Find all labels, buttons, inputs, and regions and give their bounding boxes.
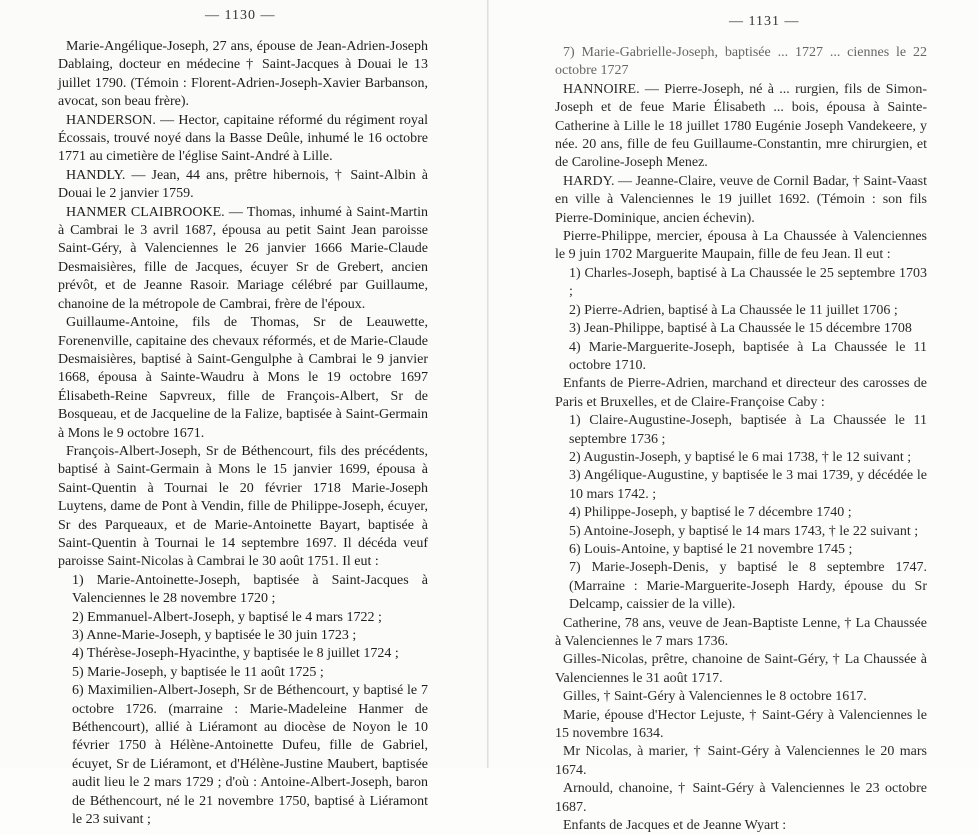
paragraph: HANNOIRE. — Pierre-Joseph, né à ... rurgien, fils de Simon-Joseph et de feue Marie Élisabeth ... bois, épousa à Sainte-Catherine à Lille le 18 juillet 1780 Eugénie Joseph Vandekeere, y née. 20 ans, fille de feu Guillaume-Constantin, mre chirurgien, et de Caroline-Joseph Menez. bbox=[555, 81, 927, 171]
list-item: 5) Marie-Joseph, y baptisée le 11 août 1725 ; bbox=[72, 664, 324, 680]
paragraph: Marie-Angélique-Joseph, 27 ans, épouse de Jean-Adrien-Joseph Dablaing, docteur en médecine † Saint-Jacques à Douai le 13 juillet 1790. (Témoin : Florent-Adrien-Joseph-Xavier Barbanson, avocat, son beau frère). bbox=[58, 39, 428, 110]
paragraph: HANDLY. — Jean, 44 ans, prêtre hibernois, † Saint-Albin à Douai le 2 janvier 1759. bbox=[58, 167, 428, 202]
list-item: 6) Louis-Antoine, y baptisé le 21 novembre 1745 ; bbox=[569, 541, 853, 557]
paragraph: Pierre-Philippe, mercier, épousa à La Chaussée à Valenciennes le 9 juin 1702 Marguerite Maupain, fille de feu Jean. Il eut : bbox=[555, 229, 927, 263]
list-item: 7) Marie-Joseph-Denis, y baptisé le 8 septembre 1747. (Marraine : Marie-Marguerite-Joseph Hardy, épouse du Sr Delcamp, caissier de la ville). bbox=[569, 560, 927, 613]
list-item: 6) Maximilien-Albert-Joseph, Sr de Béthencourt, y baptisé le 7 octobre 1726. (marraine : Marie-Madeleine Hanmer de Béthencourt), allié à Liéramont au diocèse de Noyon le 10 février 1750 à Hélène-Antoinette Dufeu, fille de Gabriel, écuyet, Sr de Liéramont, et d'Hélène-Justine Maubert, baptisée audit lieu le 2 mars 1729 ; d'où : Antoine-Albert-Joseph, baron de Béthencourt, né le 21 novembre 1750, baptisé à Liéramont le 23 suivant ; bbox=[72, 683, 428, 828]
paragraph: Catherine, 78 ans, veuve de Jean-Baptiste Lenne, † La Chaussée à Valenciennes le 7 mars 1736. bbox=[555, 615, 927, 649]
right-page bbox=[489, 0, 979, 834]
list-item: 1) Marie-Antoinette-Joseph, baptisée à Saint-Jacques à Valenciennes le 28 novembre 1720 ; bbox=[72, 572, 428, 607]
paragraph: Gilles-Nicolas, prêtre, chanoine de Saint-Géry, † La Chaussée à Valenciennes le 31 août 1717. bbox=[555, 652, 927, 686]
list-item: 2) Augustin-Joseph, y baptisé le 6 mai 1738, † le 12 suivant ; bbox=[569, 449, 912, 465]
page-number-left: — 1130 — bbox=[205, 8, 276, 23]
paragraph: Enfants de Jacques et de Jeanne Wyart : bbox=[563, 818, 787, 834]
list-item: 1) Claire-Augustine-Joseph, baptisée à La Chaussée le 11 septembre 1736 ; bbox=[569, 413, 927, 447]
paragraph: Marie, épouse d'Hector Lejuste, † Saint-Géry à Valenciennes le 15 novembre 1634. bbox=[555, 707, 927, 742]
list-item: 3) Angélique-Augustine, y baptisée le 3 mai 1739, y décédée le 10 mars 1742. ; bbox=[569, 468, 927, 502]
list-item: 2) Emmanuel-Albert-Joseph, y baptisé le 4 mars 1722 ; bbox=[72, 609, 382, 625]
list-item: 4) Philippe-Joseph, y baptisé le 7 décembre 1740 ; bbox=[569, 505, 852, 521]
paragraph: Gilles, † Saint-Géry à Valenciennes le 8 octobre 1617. bbox=[563, 689, 867, 705]
paragraph: HANMER CLAIBROOKE. — Thomas, inhumé à Saint-Martin à Cambrai le 3 avril 1687, épousa au petit Saint Jean paroisse Saint-Géry, à Valenciennes le 26 janvier 1666 Marie-Claude Desmaisières, fille de Jacques, écuyer Sr de Grebert, ancien prévôt, et de Jeanne Rasoir. Mariage célébré par Guillaume, chanoine de la métropole de Cambrai, frère de l'époux. bbox=[58, 204, 428, 312]
list-item: 3) Jean-Philippe, baptisé à La Chaussée le 15 décembre 1708 bbox=[569, 321, 912, 337]
list-item: 4) Thérèse-Joseph-Hyacinthe, y baptisée le 8 juillet 1724 ; bbox=[72, 646, 399, 662]
list-item: 4) Marie-Marguerite-Joseph, baptisée à La Chaussée le 11 octobre 1710. bbox=[569, 339, 927, 373]
paragraph: Guillaume-Antoine, fils de Thomas, Sr de Leauwette, Forenenville, capitaine des chevaux réformés, et de Marie-Claude Desmaisières, baptisé à Saint-Gengulphe à Cambrai le 9 janvier 1668, épousa à Sainte-Waudru à Mons le 19 octobre 1697 Élisabeth-Reine Sapvreux, fille de François-Albert, Sr de Bosqueau, et de Jacqueline de la Falize, baptisée à Saint-Germain à Mons le 9 octobre 1671. bbox=[58, 315, 428, 441]
list-item: 1) Charles-Joseph, baptisé à La Chaussée le 25 septembre 1703 ; bbox=[569, 265, 927, 300]
paragraph: François-Albert-Joseph, Sr de Béthencourt, fils des précédents, baptisé à Saint-Germain à Mons le 15 janvier 1699, épousa à Saint-Quentin à Tournai le 20 février 1718 Marie-Joseph Luytens, dame de Pont à Vendin, fille de Philippe-Joseph, écuyer, Sr des Parqueaux, et de Marie-Antoinette Bayart, baptisée à Saint-Quentin à Tournai le 14 septembre 1697. Il décéda veuf paroisse Saint-Nicolas à Cambrai le 30 août 1751. Il eut : bbox=[58, 443, 428, 570]
list-item: 5) Antoine-Joseph, y baptisé le 14 mars 1743, † le 22 suivant ; bbox=[569, 523, 919, 539]
paragraph: Mr Nicolas, à marier, † Saint-Géry à Valenciennes le 20 mars 1674. bbox=[555, 744, 927, 778]
list-item: 3) Anne-Marie-Joseph, y baptisée le 30 juin 1723 ; bbox=[72, 628, 357, 643]
left-page-text bbox=[58, 38, 428, 829]
paragraph: Arnould, chanoine, † Saint-Géry à Valenciennes le 23 octobre 1687. bbox=[555, 781, 927, 815]
paragraph: HANDERSON. — Hector, capitaine réformé du régiment royal Écossais, trouvé noyé dans la Basse Deûle, inhumé le 16 octobre 1771 au cimetière de l'église Saint-André à Lille. bbox=[58, 112, 428, 165]
paragraph: HARDY. — Jeanne-Claire, veuve de Cornil Badar, † Saint-Vaast en ville à Valenciennes le 19 juillet 1692. (Témoin : son fils Pierre-Dominique, ancien échevin). bbox=[555, 173, 927, 226]
left-page bbox=[0, 0, 489, 828]
paragraph: 7) Marie-Gabrielle-Joseph, baptisée ... 1727 ... ciennes le 22 octobre 1727 bbox=[555, 45, 927, 79]
right-page-text bbox=[555, 44, 927, 835]
paragraph: Enfants de Pierre-Adrien, marchand et directeur des carosses de Paris et Bruxelles, et de Claire-Françoise Caby : bbox=[555, 376, 927, 410]
list-item: 2) Pierre-Adrien, baptisé à La Chaussée le 11 juillet 1706 ; bbox=[569, 302, 898, 318]
page-number-right: — 1131 — bbox=[729, 14, 800, 29]
